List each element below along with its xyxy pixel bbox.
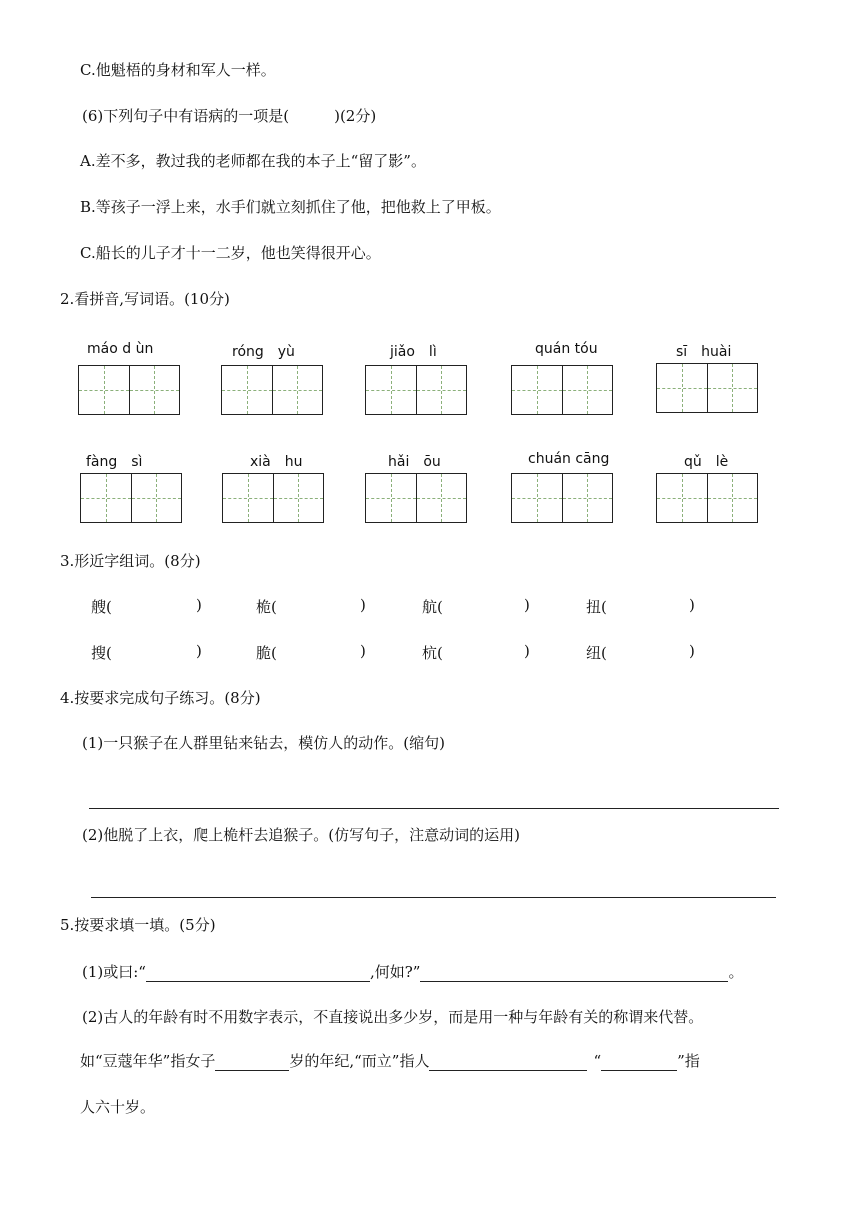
close-paren: ) bbox=[360, 596, 366, 614]
fill-blank[interactable] bbox=[215, 1054, 289, 1071]
writing-grid[interactable] bbox=[365, 473, 467, 523]
writing-grid[interactable] bbox=[656, 363, 758, 413]
question-6-stem: (6)下列句子中有语病的一项是( )(2分) bbox=[82, 107, 377, 125]
question-4-title: 4.按要求完成句子练习。(8分) bbox=[60, 689, 261, 707]
fill-blank[interactable] bbox=[429, 1054, 587, 1071]
part-2-a: 如“豆蔻年华”指女子 bbox=[80, 1052, 216, 1070]
answer-line[interactable] bbox=[91, 897, 776, 898]
close-paren: ) bbox=[360, 642, 366, 660]
writing-grid[interactable] bbox=[222, 473, 324, 523]
similar-char-item: 脆( bbox=[256, 644, 277, 662]
question-6-option-a: A.差不多，教过我的老师都在我的本子上“留了影”。 bbox=[80, 152, 426, 170]
fill-blank[interactable] bbox=[420, 965, 728, 982]
part-1-mid: ,何如?” bbox=[369, 963, 421, 981]
writing-grid[interactable] bbox=[78, 365, 180, 415]
pinyin-label: máo d ùn bbox=[87, 341, 154, 357]
question-2-title: 2.看拼音,写词语。(10分) bbox=[60, 290, 230, 308]
writing-grid[interactable] bbox=[656, 473, 758, 523]
question-3-title: 3.形近字组词。(8分) bbox=[60, 552, 201, 570]
close-paren: ) bbox=[524, 596, 530, 614]
pinyin-label: sī huài bbox=[676, 344, 732, 360]
part-2-b: 岁的年纪,“而立”指人 bbox=[289, 1052, 430, 1070]
close-paren: ) bbox=[689, 642, 695, 660]
writing-grid[interactable] bbox=[511, 473, 613, 523]
writing-grid[interactable] bbox=[365, 365, 467, 415]
question-6-option-b: B.等孩子一浮上来，水手们就立刻抓住了他，把他救上了甲板。 bbox=[80, 198, 501, 216]
close-paren: ) bbox=[196, 642, 202, 660]
pinyin-label: quán tóu bbox=[535, 341, 598, 357]
question-5-title: 5.按要求填一填。(5分) bbox=[60, 916, 216, 934]
part-2-c: “ bbox=[593, 1052, 602, 1070]
question-5-part-2-line-2 bbox=[80, 1051, 700, 1071]
question-4-sentence-1: (1)一只猴子在人群里钻来钻去，模仿人的动作。(缩句) bbox=[82, 734, 445, 752]
question-5-part-2-line-1: (2)古人的年龄有时不用数字表示，不直接说出多少岁，而是用一种与年龄有关的称谓来代替。 bbox=[82, 1008, 704, 1026]
pinyin-label: xià hu bbox=[250, 454, 303, 470]
pinyin-label: róng yù bbox=[232, 344, 295, 360]
pinyin-label: fàng sì bbox=[86, 454, 143, 470]
question-5-part-1 bbox=[82, 962, 743, 982]
close-paren: ) bbox=[524, 642, 530, 660]
close-paren: ) bbox=[196, 596, 202, 614]
writing-grid[interactable] bbox=[221, 365, 323, 415]
question-5-part-2-line-3: 人六十岁。 bbox=[80, 1098, 156, 1116]
similar-char-item: 杭( bbox=[422, 644, 443, 662]
part-1-start: (1)或曰:“ bbox=[82, 963, 146, 981]
similar-char-item: 艘( bbox=[91, 598, 112, 616]
part-1-end: 。 bbox=[728, 963, 744, 981]
part-2-d: ”指 bbox=[677, 1052, 700, 1070]
similar-char-item: 搜( bbox=[91, 644, 112, 662]
writing-grid[interactable] bbox=[80, 473, 182, 523]
answer-line[interactable] bbox=[89, 808, 779, 809]
pinyin-label: chuán cāng bbox=[528, 451, 610, 467]
pinyin-label: qǔ lè bbox=[684, 454, 729, 470]
writing-grid[interactable] bbox=[511, 365, 613, 415]
fill-blank[interactable] bbox=[601, 1054, 677, 1071]
question-6-option-c: C.船长的儿子才十一二岁，他也笑得很开心。 bbox=[80, 244, 381, 262]
option-c-previous: C.他魁梧的身材和军人一样。 bbox=[80, 61, 276, 79]
pinyin-label: jiǎo lì bbox=[390, 344, 437, 360]
fill-blank[interactable] bbox=[146, 965, 370, 982]
similar-char-item: 纽( bbox=[586, 644, 607, 662]
similar-char-item: 航( bbox=[422, 598, 443, 616]
pinyin-label: hǎi ōu bbox=[388, 454, 441, 470]
similar-char-item: 扭( bbox=[586, 598, 607, 616]
similar-char-item: 桅( bbox=[256, 598, 277, 616]
question-4-sentence-2: (2)他脱了上衣，爬上桅杆去追猴子。(仿写句子，注意动词的运用) bbox=[82, 826, 520, 844]
close-paren: ) bbox=[689, 596, 695, 614]
